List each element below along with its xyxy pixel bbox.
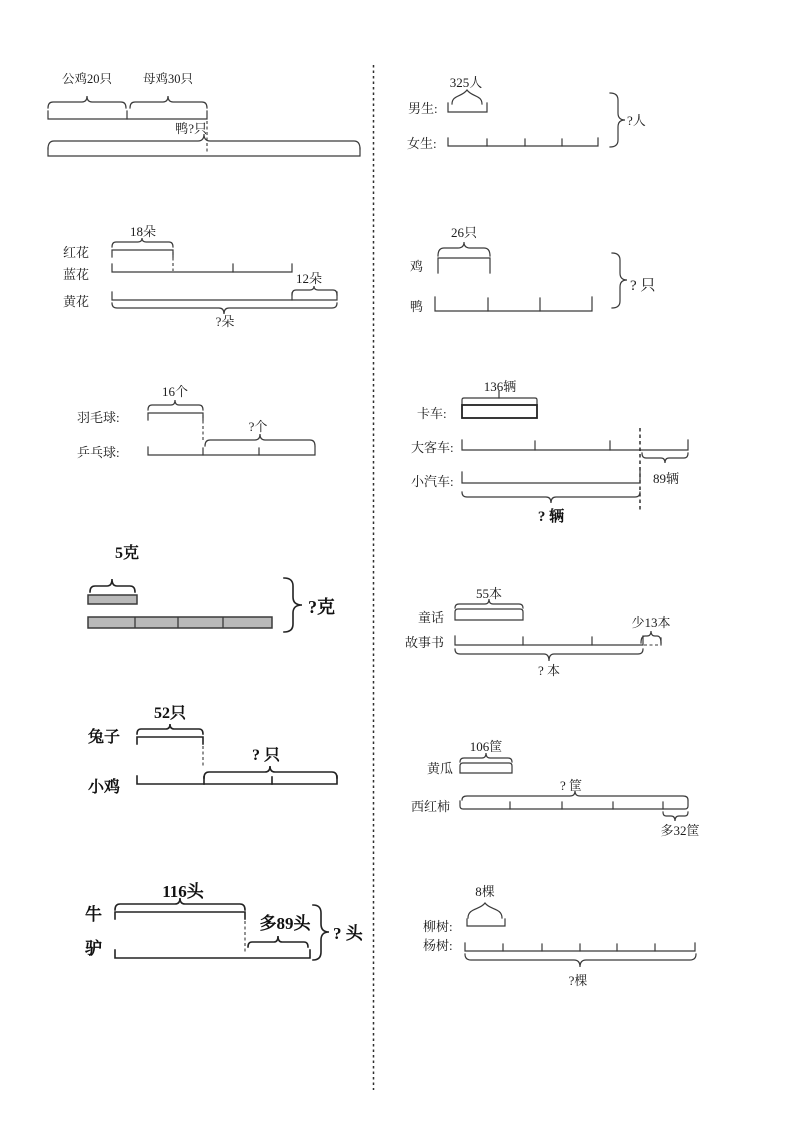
badminton-row-label: 羽毛球: bbox=[77, 410, 120, 425]
storybook-bar bbox=[455, 636, 643, 645]
tomato-question-label: ? 筐 bbox=[559, 778, 583, 793]
car-row-label: 小汽车: bbox=[411, 474, 454, 489]
diagram-trees bbox=[423, 884, 696, 988]
tomato-row-label: 西红柿 bbox=[411, 799, 451, 814]
chicken-brace bbox=[438, 242, 490, 256]
yellow-row-label: 黄花 bbox=[63, 294, 90, 309]
car-question-label: ? 辆 bbox=[537, 509, 565, 525]
boys-brace bbox=[452, 90, 482, 104]
less-count-label: 少13本 bbox=[631, 615, 671, 630]
total-brace bbox=[313, 905, 329, 960]
red-bar bbox=[112, 250, 173, 257]
total-brace bbox=[112, 303, 337, 314]
unit-count-label: 5克 bbox=[114, 545, 140, 562]
truck-bar bbox=[462, 405, 537, 418]
cow-bar bbox=[115, 912, 245, 919]
unit-brace bbox=[90, 579, 135, 592]
tomato-bar bbox=[460, 801, 688, 809]
cucumber-brace bbox=[460, 753, 512, 762]
total-brace bbox=[610, 93, 625, 147]
girls-bar bbox=[448, 138, 598, 146]
diagram-cows-donkeys bbox=[84, 881, 364, 960]
fairytale-bar bbox=[455, 609, 523, 620]
bus-row-label: 大客车: bbox=[411, 440, 454, 455]
willow-count-label: 8棵 bbox=[475, 884, 495, 899]
duck-question-label: 鸭?只 bbox=[175, 121, 207, 136]
rabbit-row-label: 兔子 bbox=[88, 729, 121, 746]
red-count-label: 18朵 bbox=[129, 224, 157, 239]
diagram-grams bbox=[88, 544, 335, 632]
cucumber-bar bbox=[460, 763, 512, 773]
duck-total-brace bbox=[48, 134, 360, 149]
blue-bar bbox=[112, 264, 292, 272]
fairytale-brace bbox=[455, 599, 523, 608]
diagram-balls bbox=[77, 384, 315, 460]
diagram-rabbits-chicks bbox=[88, 704, 337, 796]
pingpong-row-label: 乒乓球: bbox=[77, 445, 120, 460]
rabbit-count-label: 52只 bbox=[153, 705, 187, 722]
extra-brace bbox=[248, 936, 308, 947]
total-question-label: ?棵 bbox=[568, 973, 588, 988]
tomato-brace bbox=[462, 791, 688, 800]
less-brace bbox=[641, 631, 661, 643]
truck-row-label: 卡车: bbox=[417, 406, 447, 421]
diagram-vehicles bbox=[411, 379, 688, 525]
red-brace bbox=[112, 238, 173, 247]
duck-bar bbox=[435, 297, 592, 311]
duck-bar bbox=[48, 148, 360, 156]
rooster-brace bbox=[48, 96, 126, 108]
chick-row-label: 小鸡 bbox=[88, 779, 121, 796]
blue-row-label: 蓝花 bbox=[63, 267, 90, 282]
willow-row-label: 柳树: bbox=[423, 919, 453, 934]
diagram-vegetables bbox=[411, 739, 700, 838]
diagram-books bbox=[405, 586, 671, 678]
total-brace bbox=[455, 649, 643, 661]
fairytale-row-label: 童话 bbox=[418, 610, 445, 625]
extra-question-label: ? 只 bbox=[251, 747, 281, 764]
rabbit-brace bbox=[137, 724, 203, 734]
total-question-label: ?克 bbox=[308, 597, 335, 617]
chicken-bar bbox=[438, 258, 490, 273]
badminton-bar bbox=[148, 413, 203, 420]
pingpong-bar bbox=[148, 447, 315, 455]
extra-question-label: ?个 bbox=[248, 419, 268, 434]
total-brace bbox=[284, 578, 302, 632]
long-gray-bar bbox=[88, 617, 272, 628]
rabbit-bar bbox=[137, 737, 203, 744]
diagram-students bbox=[407, 75, 646, 151]
extra-count-label: 多89头 bbox=[259, 914, 311, 933]
extra-brace bbox=[663, 812, 688, 821]
total-brace bbox=[612, 253, 627, 308]
diagram-flowers bbox=[63, 224, 337, 329]
cucumber-count-label: 106筐 bbox=[469, 739, 503, 754]
boys-count-label: 325人 bbox=[449, 75, 483, 90]
storybook-row-label: 故事书 bbox=[405, 635, 445, 650]
red-row-label: 红花 bbox=[63, 245, 90, 260]
total-question-label: ? 只 bbox=[630, 278, 656, 294]
car-brace bbox=[462, 492, 640, 503]
bus-bar bbox=[462, 440, 688, 450]
truck-count-label: 136辆 bbox=[483, 379, 517, 394]
badminton-count-label: 16个 bbox=[161, 384, 189, 399]
cucumber-row-label: 黄瓜 bbox=[427, 761, 454, 776]
cow-row-label: 牛 bbox=[85, 905, 102, 924]
badminton-brace bbox=[148, 400, 203, 410]
boys-row-label: 男生: bbox=[408, 101, 438, 116]
chick-bar bbox=[137, 776, 337, 784]
total-brace bbox=[465, 954, 696, 967]
small-gray-bar bbox=[88, 595, 137, 604]
truck-brace bbox=[462, 398, 537, 404]
girls-row-label: 女生: bbox=[407, 136, 437, 151]
boys-bar bbox=[448, 103, 487, 112]
duck-row-label: 鸭 bbox=[410, 299, 424, 314]
extra-count-label: 多32筐 bbox=[660, 823, 700, 838]
extra-brace bbox=[292, 286, 337, 295]
extra-count-label: 12朵 bbox=[296, 271, 323, 286]
total-question-label: ? 本 bbox=[537, 663, 561, 678]
total-question-label: ?人 bbox=[627, 113, 646, 128]
donkey-row-label: 驴 bbox=[85, 939, 102, 958]
chicken-count-label: 26只 bbox=[450, 225, 478, 240]
chicken-row-label: 鸡 bbox=[410, 259, 424, 274]
cow-brace bbox=[115, 898, 245, 910]
willow-brace bbox=[468, 903, 502, 918]
cow-count-label: 116头 bbox=[162, 882, 204, 901]
hen-brace bbox=[130, 96, 207, 108]
rooster-count-label: 公鸡20只 bbox=[61, 72, 113, 86]
extra-count-label: 89辆 bbox=[652, 471, 680, 486]
poplar-row-label: 杨树: bbox=[423, 938, 453, 953]
donkey-bar bbox=[115, 950, 310, 958]
yellow-bar bbox=[112, 292, 337, 300]
hen-count-label: 母鸡30只 bbox=[142, 72, 194, 86]
willow-bar bbox=[467, 919, 505, 926]
diagram-chickens-ducks bbox=[410, 225, 655, 314]
extra-brace bbox=[204, 766, 337, 778]
diagram-roosters-hens-ducks bbox=[48, 72, 360, 156]
total-question-label: ?朵 bbox=[215, 314, 235, 329]
extra-brace bbox=[205, 434, 315, 446]
bus-extra-brace bbox=[642, 453, 688, 463]
car-bar bbox=[462, 470, 640, 483]
fairytale-count-label: 55本 bbox=[475, 586, 503, 601]
total-question-label: ? 头 bbox=[333, 924, 363, 943]
